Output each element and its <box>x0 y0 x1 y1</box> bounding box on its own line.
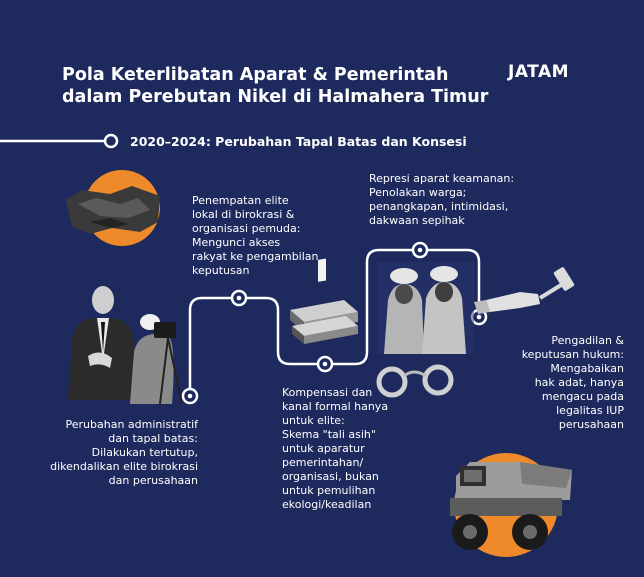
police-icon <box>378 262 474 354</box>
step-4-caption: Represi aparat keamanan: Penolakan warga; penangkapan, intimidasi, dakwaan sepihak <box>369 172 515 227</box>
node-3 <box>318 357 332 371</box>
step-1-caption: Perubahan administratif dan tapal batas: Dilakukan tertutup, dikendalikan elite birokrasi dan perusahaan <box>50 418 198 487</box>
period-label: 2020–2024: Perubahan Tapal Batas dan Konsesi <box>130 134 467 149</box>
title-line-2: dalam Perebutan Nikel di Halmahera Timur <box>62 87 489 107</box>
node-4 <box>413 243 427 257</box>
step-2-caption: Penempatan elite lokal di birokrasi & organisasi pemuda: Mengunci akses rakyat ke pengambilan keputusan <box>192 194 319 277</box>
officials-icon <box>68 286 182 404</box>
period-node <box>105 135 117 147</box>
node-1 <box>183 389 197 403</box>
jatam-logo: JATAM <box>508 62 570 82</box>
nickel-ore-icon <box>66 170 160 246</box>
gavel-icon <box>474 266 575 314</box>
step-5-caption: Pengadilan & keputusan hukum: Mengabaikan hak adat, hanya mengacu pada legalitas IUP perusahaan <box>521 334 624 431</box>
step-3-caption: Kompensasi dan kanal formal hanya untuk elite: Skema "tali asih" untuk aparatur pemerintahan/ organisasi, bukan untuk pemulihan ekologi/keadilan <box>282 386 389 511</box>
title-line-1: Pola Keterlibatan Aparat & Pemerintah <box>62 65 449 85</box>
mining-truck-icon <box>450 453 572 557</box>
node-2 <box>232 291 246 305</box>
